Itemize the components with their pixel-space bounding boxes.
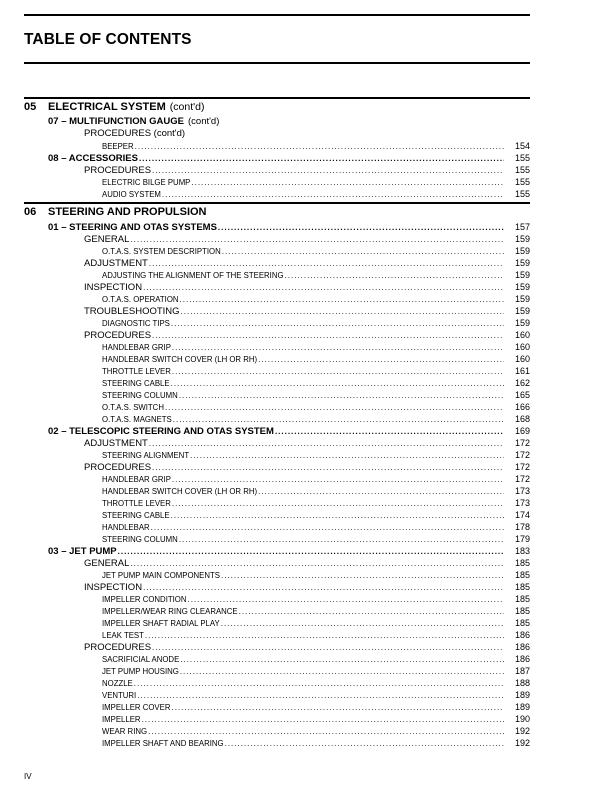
title-rule bbox=[24, 62, 530, 64]
toc-item[interactable] bbox=[24, 353, 530, 365]
entry-label: PROCEDURES bbox=[84, 165, 152, 176]
toc-subheading[interactable] bbox=[24, 257, 530, 269]
entry-page-number: 159 bbox=[514, 234, 530, 244]
dot-leader bbox=[152, 165, 504, 176]
entry-page-number: 165 bbox=[514, 390, 530, 400]
toc-subheading[interactable] bbox=[24, 128, 530, 140]
entry-page-number: 188 bbox=[514, 678, 530, 688]
entry-label: 07 – MULTIFUNCTION GAUGE bbox=[48, 116, 184, 127]
section-title: ELECTRICAL SYSTEM bbox=[48, 101, 166, 113]
toc-item[interactable] bbox=[24, 725, 530, 737]
toc-item[interactable] bbox=[24, 401, 530, 413]
toc-item[interactable] bbox=[24, 593, 530, 605]
entry-page-number: 173 bbox=[514, 486, 530, 496]
entry-page-number: 185 bbox=[514, 570, 530, 580]
dot-leader bbox=[149, 258, 504, 269]
toc-subheading[interactable] bbox=[24, 461, 530, 473]
dot-leader bbox=[172, 498, 504, 509]
entry-page-number: 160 bbox=[514, 354, 530, 364]
dot-leader bbox=[145, 630, 504, 641]
entry-label: PROCEDURES bbox=[84, 642, 152, 653]
entry-page-number: 186 bbox=[514, 642, 530, 652]
toc-chapter[interactable] bbox=[24, 152, 530, 164]
entry-page-number: 186 bbox=[514, 630, 530, 640]
dot-leader bbox=[162, 189, 504, 200]
dot-leader bbox=[139, 153, 504, 164]
entry-label: ADJUSTMENT bbox=[84, 258, 148, 269]
toc-subheading[interactable] bbox=[24, 437, 530, 449]
dot-leader bbox=[285, 270, 504, 281]
entry-page-number: 159 bbox=[514, 270, 530, 280]
entry-label: IMPELLER COVER bbox=[102, 703, 171, 712]
entry-label: IMPELLER bbox=[102, 715, 141, 724]
toc-item[interactable] bbox=[24, 533, 530, 545]
section-title: STEERING AND PROPULSION bbox=[48, 206, 207, 218]
dot-leader bbox=[190, 450, 504, 461]
toc-subheading[interactable] bbox=[24, 581, 530, 593]
entry-page-number: 183 bbox=[514, 546, 530, 556]
toc-chapter[interactable] bbox=[24, 221, 530, 233]
entry-label: TROUBLESHOOTING bbox=[84, 306, 180, 317]
entry-label: INSPECTION bbox=[84, 282, 143, 293]
entry-page-number: 160 bbox=[514, 342, 530, 352]
entry-page-number: 172 bbox=[514, 450, 530, 460]
entry-page-number: 169 bbox=[514, 426, 530, 436]
table-of-contents bbox=[24, 95, 530, 749]
entry-label: STEERING CABLE bbox=[102, 379, 170, 388]
toc-subheading[interactable] bbox=[24, 329, 530, 341]
toc-subheading[interactable] bbox=[24, 164, 530, 176]
entry-page-number: 159 bbox=[514, 306, 530, 316]
dot-leader bbox=[118, 546, 504, 557]
entry-label: HANDLEBAR GRIP bbox=[102, 343, 171, 352]
toc-subheading[interactable] bbox=[24, 557, 530, 569]
toc-item[interactable] bbox=[24, 365, 530, 377]
entry-label: HANDLEBAR GRIP bbox=[102, 475, 171, 484]
section-number: 05 bbox=[24, 101, 37, 113]
entry-page-number: 174 bbox=[514, 510, 530, 520]
entry-label: ELECTRIC BILGE PUMP bbox=[102, 178, 191, 187]
toc-item[interactable] bbox=[24, 377, 530, 389]
dot-leader bbox=[134, 678, 504, 689]
entry-label: AUDIO SYSTEM bbox=[102, 190, 161, 199]
entry-label: HANDLEBAR bbox=[102, 523, 150, 532]
toc-item[interactable] bbox=[24, 713, 530, 725]
entry-continued: (cont'd) bbox=[188, 116, 220, 127]
entry-label: PROCEDURES (cont'd) bbox=[84, 128, 186, 139]
entry-label: SACRIFICIAL ANODE bbox=[102, 655, 180, 664]
entry-label: STEERING CABLE bbox=[102, 511, 170, 520]
entry-page-number: 192 bbox=[514, 738, 530, 748]
entry-page-number: 155 bbox=[514, 177, 530, 187]
dot-leader bbox=[152, 462, 504, 473]
entry-page-number: 172 bbox=[514, 462, 530, 472]
entry-label: THROTTLE LEVER bbox=[102, 367, 171, 376]
toc-item[interactable] bbox=[24, 653, 530, 665]
entry-label: O.T.A.S. MAGNETS bbox=[102, 415, 172, 424]
entry-page-number: 172 bbox=[514, 474, 530, 484]
toc-item[interactable] bbox=[24, 317, 530, 329]
entry-label: STEERING ALIGNMENT bbox=[102, 451, 190, 460]
toc-item[interactable] bbox=[24, 293, 530, 305]
entry-label: O.T.A.S. OPERATION bbox=[102, 295, 179, 304]
entry-label: 03 – JET PUMP bbox=[48, 546, 117, 557]
dot-leader bbox=[218, 222, 504, 233]
dot-leader bbox=[275, 426, 504, 437]
entry-page-number: 155 bbox=[514, 165, 530, 175]
entry-label: PROCEDURES bbox=[84, 462, 152, 473]
entry-label: INSPECTION bbox=[84, 582, 143, 593]
dot-leader bbox=[221, 618, 504, 629]
dot-leader bbox=[149, 438, 504, 449]
toc-item[interactable] bbox=[24, 389, 530, 401]
entry-label: LEAK TEST bbox=[102, 631, 144, 640]
toc-chapter[interactable] bbox=[24, 116, 530, 128]
toc-item[interactable] bbox=[24, 140, 530, 152]
entry-label: 02 – TELESCOPIC STEERING AND OTAS SYSTEM bbox=[48, 426, 274, 437]
entry-label: 01 – STEERING AND OTAS SYSTEMS bbox=[48, 222, 217, 233]
toc-item[interactable] bbox=[24, 413, 530, 425]
entry-page-number: 161 bbox=[514, 366, 530, 376]
dot-leader bbox=[137, 690, 504, 701]
entry-label: GENERAL bbox=[84, 558, 130, 569]
entry-label: JET PUMP HOUSING bbox=[102, 667, 179, 676]
dot-leader bbox=[130, 234, 504, 245]
entry-page-number: 185 bbox=[514, 618, 530, 628]
entry-page-number: 162 bbox=[514, 378, 530, 388]
toc-chapter[interactable] bbox=[24, 545, 530, 557]
dot-leader bbox=[151, 522, 504, 533]
dot-leader bbox=[179, 534, 504, 545]
entry-label: O.T.A.S. SWITCH bbox=[102, 403, 164, 412]
toc-item[interactable] bbox=[24, 665, 530, 677]
entry-label: STEERING COLUMN bbox=[102, 391, 178, 400]
entry-page-number: 159 bbox=[514, 318, 530, 328]
toc-section bbox=[24, 206, 530, 749]
toc-item[interactable] bbox=[24, 701, 530, 713]
dot-leader bbox=[130, 558, 504, 569]
dot-leader bbox=[171, 378, 504, 389]
entry-label: NOZZLE bbox=[102, 679, 133, 688]
toc-section bbox=[24, 101, 530, 200]
dot-leader bbox=[142, 714, 504, 725]
toc-item[interactable] bbox=[24, 677, 530, 689]
entry-page-number: 159 bbox=[514, 282, 530, 292]
dot-leader bbox=[171, 318, 504, 329]
section-heading bbox=[24, 206, 530, 221]
dot-leader bbox=[172, 474, 504, 485]
entry-label: ADJUSTMENT bbox=[84, 438, 148, 449]
entry-label: STEERING COLUMN bbox=[102, 535, 178, 544]
toc-item[interactable] bbox=[24, 617, 530, 629]
dot-leader bbox=[221, 570, 504, 581]
toc-item[interactable] bbox=[24, 188, 530, 200]
toc-item[interactable] bbox=[24, 245, 530, 257]
section-number: 06 bbox=[24, 206, 37, 218]
dot-leader bbox=[179, 390, 504, 401]
entry-label: IMPELLER SHAFT AND BEARING bbox=[102, 739, 224, 748]
entry-page-number: 173 bbox=[514, 498, 530, 508]
toc-item[interactable] bbox=[24, 521, 530, 533]
section-heading bbox=[24, 101, 530, 116]
entry-page-number: 155 bbox=[514, 153, 530, 163]
toc-subheading[interactable] bbox=[24, 281, 530, 293]
dot-leader bbox=[143, 582, 504, 593]
toc-item[interactable] bbox=[24, 269, 530, 281]
page-number: IV bbox=[24, 772, 32, 781]
dot-leader bbox=[225, 738, 504, 749]
dot-leader bbox=[187, 594, 504, 605]
section-continued: (cont'd) bbox=[169, 101, 205, 113]
dot-leader bbox=[180, 294, 504, 305]
entry-label: O.T.A.S. SYSTEM DESCRIPTION bbox=[102, 247, 221, 256]
entry-page-number: 185 bbox=[514, 594, 530, 604]
toc-item[interactable] bbox=[24, 497, 530, 509]
entry-label: PROCEDURES bbox=[84, 330, 152, 341]
toc-item[interactable] bbox=[24, 341, 530, 353]
entry-label: HANDLEBAR SWITCH COVER (LH OR RH) bbox=[102, 355, 258, 364]
entry-label: IMPELLER CONDITION bbox=[102, 595, 187, 604]
entry-page-number: 168 bbox=[514, 414, 530, 424]
entry-page-number: 154 bbox=[514, 141, 530, 151]
entry-label: BEEPER bbox=[102, 142, 134, 151]
toc-item[interactable] bbox=[24, 176, 530, 188]
entry-label: ADJUSTING THE ALIGNMENT OF THE STEERING bbox=[102, 271, 284, 280]
toc-chapter[interactable] bbox=[24, 425, 530, 437]
toc-item[interactable] bbox=[24, 689, 530, 701]
entry-label: VENTURI bbox=[102, 691, 137, 700]
dot-leader bbox=[172, 342, 504, 353]
entry-label: GENERAL bbox=[84, 234, 130, 245]
dot-leader bbox=[152, 642, 504, 653]
entry-page-number: 159 bbox=[514, 246, 530, 256]
dot-leader bbox=[191, 177, 504, 188]
toc-item[interactable] bbox=[24, 569, 530, 581]
entry-label: 08 – ACCESSORIES bbox=[48, 153, 138, 164]
toc-item[interactable] bbox=[24, 629, 530, 641]
entry-page-number: 189 bbox=[514, 702, 530, 712]
entry-page-number: 159 bbox=[514, 294, 530, 304]
entry-label: WEAR RING bbox=[102, 727, 148, 736]
entry-label: HANDLEBAR SWITCH COVER (LH OR RH) bbox=[102, 487, 258, 496]
dot-leader bbox=[222, 246, 504, 257]
entry-page-number: 159 bbox=[514, 258, 530, 268]
toc-item[interactable] bbox=[24, 737, 530, 749]
entry-page-number: 185 bbox=[514, 558, 530, 568]
toc-item[interactable] bbox=[24, 485, 530, 497]
entry-label: DIAGNOSTIC TIPS bbox=[102, 319, 170, 328]
entry-page-number: 186 bbox=[514, 654, 530, 664]
entry-page-number: 166 bbox=[514, 402, 530, 412]
dot-leader bbox=[148, 726, 504, 737]
toc-subheading[interactable] bbox=[24, 641, 530, 653]
dot-leader bbox=[152, 330, 504, 341]
toc-item[interactable] bbox=[24, 473, 530, 485]
entry-page-number: 190 bbox=[514, 714, 530, 724]
dot-leader bbox=[239, 606, 504, 617]
toc-item[interactable] bbox=[24, 449, 530, 461]
dot-leader bbox=[173, 414, 504, 425]
dot-leader bbox=[258, 354, 504, 365]
dot-leader bbox=[171, 702, 504, 713]
entry-page-number: 157 bbox=[514, 222, 530, 232]
dot-leader bbox=[181, 306, 504, 317]
dot-leader bbox=[165, 402, 504, 413]
section-rule bbox=[24, 97, 530, 99]
section-rule bbox=[24, 202, 530, 204]
entry-page-number: 185 bbox=[514, 582, 530, 592]
entry-page-number: 192 bbox=[514, 726, 530, 736]
dot-leader bbox=[172, 366, 504, 377]
entry-label: THROTTLE LEVER bbox=[102, 499, 171, 508]
toc-item[interactable] bbox=[24, 509, 530, 521]
dot-leader bbox=[143, 282, 504, 293]
entry-page-number: 155 bbox=[514, 189, 530, 199]
page-title: TABLE OF CONTENTS bbox=[24, 31, 192, 48]
entry-page-number: 185 bbox=[514, 606, 530, 616]
dot-leader bbox=[180, 654, 504, 665]
entry-label: IMPELLER SHAFT RADIAL PLAY bbox=[102, 619, 220, 628]
entry-page-number: 178 bbox=[514, 522, 530, 532]
entry-page-number: 187 bbox=[514, 666, 530, 676]
dot-leader bbox=[135, 141, 504, 152]
toc-subheading[interactable] bbox=[24, 305, 530, 317]
dot-leader bbox=[171, 510, 504, 521]
entry-label: JET PUMP MAIN COMPONENTS bbox=[102, 571, 220, 580]
top-rule bbox=[24, 14, 530, 16]
entry-label: IMPELLER/WEAR RING CLEARANCE bbox=[102, 607, 238, 616]
dot-leader bbox=[180, 666, 504, 677]
entry-page-number: 189 bbox=[514, 690, 530, 700]
entry-page-number: 172 bbox=[514, 438, 530, 448]
toc-item[interactable] bbox=[24, 605, 530, 617]
dot-leader bbox=[258, 486, 504, 497]
entry-page-number: 179 bbox=[514, 534, 530, 544]
entry-page-number: 160 bbox=[514, 330, 530, 340]
toc-subheading[interactable] bbox=[24, 233, 530, 245]
